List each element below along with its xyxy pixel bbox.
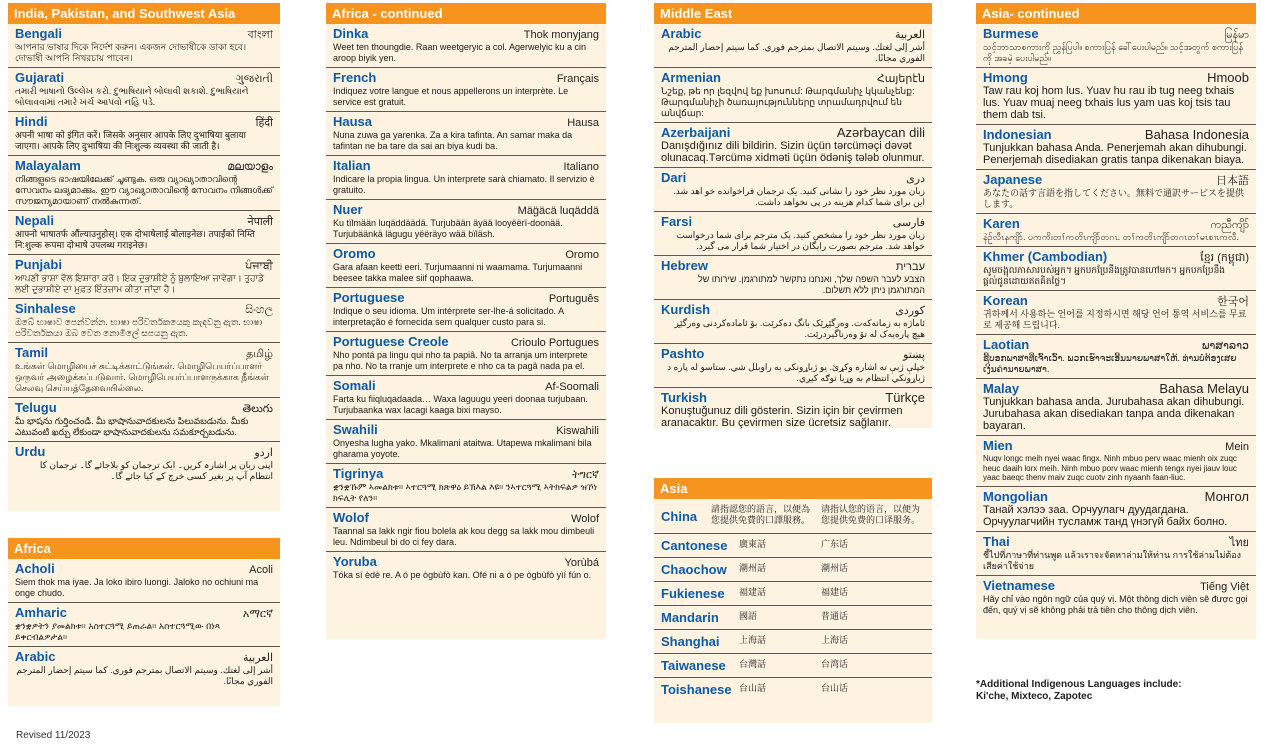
language-entry-nepali bbox=[8, 211, 280, 255]
language-message: നിങ്ങളുടെ ഭാഷയിലേക്ക് ചൂണ്ടുക. ഒരു വ്യാഖ്യാതാവിന്റെ സേവനം ലഭ്യമാക്കും. ഈ വ്യാഖ്യാതാവിന്റെ സേവനം നിങ്ങൾക്ക് സൗജന്യമായാണ് നൽകുന്നത്. bbox=[15, 174, 273, 206]
language-entry-malayalam bbox=[8, 156, 280, 211]
language-entry-italian bbox=[326, 156, 606, 200]
language-message: Onyesha lugha yako. Mkalimani ataitwa. Utapewa mkalimani bila gharama yoyote. bbox=[333, 438, 592, 459]
language-entry-wolof bbox=[326, 508, 606, 552]
language-name: Hmong bbox=[983, 70, 1028, 85]
language-message: Siem thok ma iyae. Ja loko ibiro luongi. Jaloko no ochiuni ma onge chudo. bbox=[15, 577, 259, 598]
language-message: Nuqv longc meih nyei waac fingx. Ninh mbuo perv waac mienh oix zuqc heuc daaih lorx meih. Ninh mbuo porv waac mienh tengx nyei jiauv louc yaac baeqc thenv maiv zuqc cuotv zinh nyaanh faan-liuc. bbox=[983, 454, 1237, 482]
language-entry-khmer-cambodian bbox=[976, 247, 1256, 291]
language-entry-turkish bbox=[654, 388, 932, 432]
language-entry-telugu bbox=[8, 398, 280, 442]
language-message: Hãy chỉ vào ngôn ngữ của quý vị. Một thông dịch viên sẽ được gọi đến, quý vị sẽ không phải trả tiền cho thông dịch viên. bbox=[983, 593, 1248, 615]
language-name: Khmer (Cambodian) bbox=[983, 249, 1108, 264]
language-entry-armenian bbox=[654, 68, 932, 123]
language-native-name: Crioulo Portugues bbox=[510, 337, 599, 349]
africa-entries bbox=[8, 559, 280, 690]
middle-east-header: Middle East bbox=[654, 3, 932, 24]
language-heading-row bbox=[983, 381, 1249, 396]
asia-continued-header: Asia- continued bbox=[976, 3, 1256, 24]
language-heading-row bbox=[15, 444, 273, 460]
language-message: Indicare la propia lingua. Un interprete sarà chiamato. Il servizio è gratuito. bbox=[333, 174, 595, 195]
language-heading-row bbox=[333, 290, 599, 306]
asia-simplified-name: 上海话 bbox=[821, 636, 849, 646]
language-heading-row bbox=[661, 70, 925, 86]
asia-simplified-name: 台山话 bbox=[821, 684, 849, 694]
asia-traditional-name: 台灣話 bbox=[739, 660, 767, 670]
language-native-name: Bahasa Melayu bbox=[1159, 381, 1249, 396]
language-heading-row bbox=[15, 257, 273, 273]
asia-language-name: Fukienese bbox=[661, 586, 725, 601]
language-name: Tigrinya bbox=[333, 466, 384, 481]
language-entry-tamil bbox=[8, 343, 280, 398]
language-native-name: فارسی bbox=[892, 217, 925, 229]
language-name: Thai bbox=[983, 533, 1010, 549]
asia-simplified-name: 广东话 bbox=[821, 540, 849, 550]
asia-card bbox=[654, 478, 932, 723]
language-name: Sinhalese bbox=[15, 301, 76, 316]
language-native-name: Kiswahili bbox=[556, 425, 599, 437]
language-name: Hausa bbox=[333, 114, 373, 129]
language-native-name: 한국어 bbox=[1217, 296, 1249, 308]
language-message: Taw rau koj hom lus. Yuav hu rau ib tug neeg txhais lus. Yuav muaj neeg txhais lus yam uas koj tsis tau them dab tsi. bbox=[983, 85, 1235, 121]
asia-simplified-name: 台湾话 bbox=[821, 660, 849, 670]
language-name: Telugu bbox=[15, 400, 57, 415]
language-entry-arabic bbox=[8, 647, 280, 690]
language-native-name: Af-Soomali bbox=[545, 381, 599, 393]
language-native-name: తెలుగు bbox=[242, 403, 273, 415]
asia-continued-card bbox=[976, 3, 1256, 639]
language-heading-row bbox=[983, 293, 1249, 309]
language-name: Turkish bbox=[661, 390, 707, 405]
language-heading-row bbox=[983, 127, 1249, 142]
language-name: Korean bbox=[983, 293, 1028, 308]
language-name: Indonesian bbox=[983, 127, 1052, 142]
language-entry-oromo bbox=[326, 244, 606, 288]
language-heading-row bbox=[983, 534, 1249, 550]
language-heading-row bbox=[15, 649, 273, 665]
asia-language-name: Toishanese bbox=[661, 682, 732, 697]
language-entry-laotian bbox=[976, 335, 1256, 379]
language-entry-tigrinya bbox=[326, 464, 606, 508]
language-message: ਆਪਣੀ ਭਾਸ਼ਾ ਵੱਲ ਇਸ਼ਾਰਾ ਕਰੋ। ਇਕ ਦੁਭਾਸ਼ੀਏ ਨੂੰ ਬੁਲਾਇਆ ਜਾਵੇਗਾ। ਤੁਹਾਡੇ ਲਈ ਦੁਭਾਸ਼ੀਏ ਦਾ ਮੁਫ਼ਤ ਇੰਤਜ਼ਾਮ ਕੀਤਾ ਜਾਂਦਾ ਹੈ। bbox=[15, 273, 265, 294]
language-heading-row bbox=[333, 158, 599, 174]
language-heading-row bbox=[661, 302, 925, 318]
language-message: နဲဉ်လီၤနကျိာ်. ပကကိးတၢ်ကတိၤကျိာ်တဂၤ. တၢ်ကတိၤကျိာ်တဂၤတၢ်မၤစၢၤကလီ. bbox=[983, 232, 1239, 242]
language-native-name: Հայերէն bbox=[876, 73, 925, 85]
language-message: သင့်ဘာသာစကားကို ညွှန်ပြပါ။ စကားပြန် ခေါ်ပေးပါမည်။ သင့်အတွက် စကားပြန်ကို အခမဲ့ ပေးပါမည်။ bbox=[983, 42, 1244, 63]
africa-card bbox=[8, 538, 280, 706]
language-entry-portuguese bbox=[326, 288, 606, 332]
africa-continued-card bbox=[326, 3, 606, 639]
indigenous-languages-note: *Additional Indigenous Languages include: Ki'che, Mixteco, Zapotec bbox=[976, 679, 1182, 702]
language-message: તમારી ભાષાનો ઉલ્લેખ કરો. દુભાષિયાને બોલાવી શકાશે. દુભાષિયાને બોલાવવામાં તમારે ખર્ચ આપવો નહિ પડે. bbox=[15, 86, 249, 107]
asia-simplified-name: 普通话 bbox=[821, 612, 849, 622]
language-entry-acholi bbox=[8, 559, 280, 603]
language-native-name: 日本語 bbox=[1216, 175, 1249, 187]
india-card bbox=[8, 3, 280, 511]
language-name: Yoruba bbox=[333, 554, 377, 569]
language-native-name: اردو bbox=[254, 447, 273, 459]
language-entry-sinhalese bbox=[8, 299, 280, 343]
language-name: Dari bbox=[661, 170, 687, 185]
language-message: Taannal sa lakk ngir fiou bolela ak kou degg sa lakk mou dimbeuli leu. Ndimbeul bi do ci fey dara. bbox=[333, 526, 595, 547]
language-entry-urdu bbox=[8, 442, 280, 485]
language-native-name: Acoli bbox=[249, 564, 273, 576]
asia-row-chaochow bbox=[654, 558, 932, 582]
language-native-name: Hausa bbox=[567, 117, 599, 129]
language-native-name: العربية bbox=[242, 652, 273, 664]
language-message: Ku tïlmään luqäddäädä. Turjubään äyää looyëërï-doonää. Turjubäänkä lägugu yëëräyo wää bïläsh. bbox=[333, 218, 563, 239]
language-native-name: नेपाली bbox=[247, 216, 273, 228]
language-heading-row bbox=[333, 202, 599, 218]
language-entry-hebrew bbox=[654, 256, 932, 300]
language-name: Karen bbox=[983, 216, 1020, 231]
language-heading-row bbox=[333, 70, 599, 86]
language-entry-arabic bbox=[654, 24, 932, 68]
language-heading-row bbox=[333, 466, 599, 482]
asia-language-name: Shanghai bbox=[661, 634, 720, 649]
language-name: Bengali bbox=[15, 26, 62, 41]
language-name: Somali bbox=[333, 378, 376, 393]
language-entry-swahili bbox=[326, 420, 606, 464]
language-name: Italian bbox=[333, 158, 371, 173]
language-entry-hmong bbox=[976, 68, 1256, 125]
language-name: Kurdish bbox=[661, 302, 711, 317]
asia-continued-entries bbox=[976, 24, 1256, 619]
language-name: Nepali bbox=[15, 213, 55, 228]
language-entry-french bbox=[326, 68, 606, 112]
language-entry-farsi bbox=[654, 212, 932, 256]
language-native-name: ພາສາລາວ bbox=[1201, 340, 1249, 352]
language-message: Танай хэлээ заа. Орчуулагч дуудагдана. Орчуулагчийн тусламж танд үнэгүй байх болно. bbox=[983, 503, 1228, 528]
asia-traditional-name: 國語 bbox=[739, 612, 758, 622]
language-name: Gujarati bbox=[15, 70, 65, 85]
language-heading-row bbox=[15, 301, 273, 317]
language-heading-row bbox=[983, 26, 1249, 42]
language-message: خپلې ژبې ته اشاره وکړئ. یو ژباړونکی به راوبلل شي. ستاسو له پاره د ژباړونکي انتظام به وړیا توګه کیږي. bbox=[667, 362, 925, 383]
language-native-name: Português bbox=[548, 293, 599, 305]
language-name: Farsi bbox=[661, 214, 693, 229]
language-heading-row bbox=[15, 345, 273, 361]
language-native-name: አማርኛ bbox=[242, 608, 273, 620]
language-name: Arabic bbox=[15, 649, 56, 664]
language-heading-row bbox=[983, 249, 1249, 265]
language-heading-row bbox=[333, 334, 599, 350]
language-native-name: Bahasa Indonesia bbox=[1144, 127, 1249, 142]
language-message: আপনার ভাষার দিকে নির্দেশ করুন। একজন দোভাষীকে ডাকা হবে। দোভাষী আপনি নিখরচায় পাবেন। bbox=[15, 42, 247, 63]
language-heading-row bbox=[333, 422, 599, 438]
asia-language-name: Chaochow bbox=[661, 562, 727, 577]
language-native-name: Tiếng Việt bbox=[1200, 580, 1249, 593]
language-native-name: ខ្មែរ (កម្ពុជា) bbox=[1200, 252, 1249, 264]
language-message: Tunjukkan bahasa anda. Jurubahasa akan dihubungi. Jurubahasa akan disediakan tanpa anda dikenakan bayaran. bbox=[983, 396, 1245, 432]
language-message: Նշեք, թե որ լեզվով եք խոսում: Թարգմանիչ կկանչենք: Թարգմանիչի ծառայությունները տրամադրվում են անվճար: bbox=[661, 86, 915, 118]
language-native-name: Wolof bbox=[571, 513, 599, 525]
language-entry-indonesian bbox=[976, 125, 1256, 170]
middle-east-entries bbox=[654, 24, 932, 432]
language-name: Portuguese Creole bbox=[333, 334, 449, 349]
language-message: أشر إلى لغتك. وسيتم الاتصال بمترجم فوري. كما سيتم إحضار المترجم الفوري مجانًا. bbox=[16, 665, 273, 686]
india-entries bbox=[8, 24, 280, 485]
language-entry-bengali bbox=[8, 24, 280, 68]
language-entry-kurdish bbox=[654, 300, 932, 344]
language-heading-row bbox=[15, 605, 273, 621]
language-name: Vietnamese bbox=[983, 577, 1056, 593]
language-name: Acholi bbox=[15, 561, 55, 576]
language-name: Malayalam bbox=[15, 158, 81, 173]
language-message: Konuştuğunuz dili gösterin. Sizin için bir çevirmen aranacaktır. Bu çevirmen size ücretsiz sağlanır. bbox=[661, 405, 903, 429]
language-message: زبان مورد نظر خود را نشانی کنید. یک ترجمان فراخوانده خو اهد شد. این برای شما کدام هزینه در پی نخواهد داشت. bbox=[673, 186, 925, 207]
language-message: ئاماژە بە زمانەکەت. وەرگێڕێک بانگ دەکرێت. بۆ ئامادەکردنی وەرگێڕ هیچ پارەیەک لە تۆ وەرناگیردرێت. bbox=[674, 318, 925, 339]
language-native-name: دری bbox=[906, 173, 925, 185]
language-message: Nuna zuwa ga yarenka. Za a kira tafinta. An samar maka da tafintan ne ba tare da sai an biya kudi ba. bbox=[333, 130, 573, 151]
language-native-name: Türkçe bbox=[885, 390, 925, 405]
language-message: Indique o seu idioma. Um intérprete ser-lhe-á solicitado. A interpretação é fornecida sem qualquer custo para si. bbox=[333, 306, 564, 327]
language-name: Japanese bbox=[983, 172, 1043, 187]
language-heading-row bbox=[333, 246, 599, 262]
asia-row-taiwanese bbox=[654, 654, 932, 678]
language-message: Danışdığınız dili bildirin. Sizin üçün tərcüməçi dəvət olunacaq.Tərcümə xidməti üçün ödəniş tələb olunmur. bbox=[661, 140, 925, 164]
language-name: French bbox=[333, 70, 377, 85]
asia-traditional-name: 上海話 bbox=[739, 636, 767, 646]
language-native-name: தமிழ் bbox=[246, 348, 273, 360]
language-name: Malay bbox=[983, 381, 1020, 396]
language-entry-hindi bbox=[8, 112, 280, 156]
asia-row-mandarin bbox=[654, 606, 932, 630]
language-entry-mongolian bbox=[976, 487, 1256, 532]
asia-rows bbox=[654, 534, 932, 701]
language-message: आफ्नो भाषातर्फ औंल्याउनुहोस्। एक दोभाषेलाई बोलाइनेछ। तपाईंको निम्ति नि:शुल्क रूपमा दोभाषे उपलब्ध गराइनेछ। bbox=[15, 229, 255, 250]
language-heading-row bbox=[661, 346, 925, 362]
language-name: Urdu bbox=[15, 444, 46, 459]
language-message: ቋንቋኹም ኣመልክቱ። ኣተርጓሚ ክጽዋዕ ይኽእል እዩ። ንኣተርጓሚ ኣትክፍልዎ ዝኾነ ክፍሊት የለን። bbox=[333, 482, 598, 503]
language-heading-row bbox=[983, 578, 1249, 594]
language-message: Nho pontá pa lingu qui nho ta papiâ. No ta arranja um interprete pa nho. No ta rranje um interprete e nho ca ta pagâ nada pa el. bbox=[333, 350, 588, 371]
language-name: Arabic bbox=[661, 26, 702, 41]
language-heading-row bbox=[333, 26, 599, 42]
language-entry-gujarati bbox=[8, 68, 280, 112]
asia-traditional-name: 台山話 bbox=[739, 684, 767, 694]
language-heading-row bbox=[983, 438, 1249, 454]
language-name: Pashto bbox=[661, 346, 705, 361]
asia-language-name: Mandarin bbox=[661, 610, 719, 625]
language-name: Mongolian bbox=[983, 488, 1048, 504]
language-native-name: Mein bbox=[1225, 441, 1249, 453]
language-entry-yoruba bbox=[326, 552, 606, 584]
language-message: សូមចង្អុលភាសារបស់អ្នក។ អ្នកបកប្រែនឹងត្រូវបានហៅមក។ អ្នកបកប្រែនឹងផ្ដល់ជូនដោយឥតគិតថ្លៃ។ bbox=[983, 265, 1225, 286]
language-native-name: Yorùbá bbox=[564, 557, 599, 569]
language-native-name: کوردی bbox=[895, 305, 925, 317]
asia-traditional-name: 廣東話 bbox=[739, 540, 767, 550]
language-entry-karen bbox=[976, 214, 1256, 247]
language-name: Punjabi bbox=[15, 257, 62, 272]
language-heading-row bbox=[661, 214, 925, 230]
language-heading-row bbox=[333, 554, 599, 570]
language-entry-punjabi bbox=[8, 255, 280, 299]
asia-row-toishanese bbox=[654, 678, 932, 701]
language-native-name: ਪੰਜਾਬੀ bbox=[245, 260, 273, 272]
language-name: Tamil bbox=[15, 345, 48, 360]
language-message: Farta ku fiiqluqadaada… Waxa laguugu yeeri doonaa turjubaan. Turjubaanka wax lacagi kaaga bixi mayso. bbox=[333, 394, 588, 415]
language-native-name: Thok monyjang bbox=[523, 29, 599, 41]
language-message: زبان مورد نظر خود را مشخص کنید. یک مترجم برای شما درخواست خواهد شد. مترجم بصورت رایگان در اختیار شما قرار می گیرد. bbox=[676, 230, 925, 251]
language-native-name: العربية bbox=[894, 29, 925, 41]
language-message: اپنی زبان پر اشارہ کریں۔ ایک ترجمان کو بلاجائے گا۔ ترجمان کا انتظام آپ پر بغیر کسی خرچ کے کیا جائے گا۔ bbox=[39, 460, 273, 481]
india-card-header: India, Pakistan, and Southwest Asia bbox=[8, 3, 280, 24]
language-heading-row bbox=[15, 213, 273, 229]
language-heading-row bbox=[333, 378, 599, 394]
language-entry-korean bbox=[976, 291, 1256, 335]
asia-row-fukienese bbox=[654, 582, 932, 606]
language-native-name: Hmoob bbox=[1207, 70, 1249, 85]
language-message: הצבע לעבר השפה שלך, ואנחנו נתקשר למתורגמן. שירותו של המתורגמן ניתן ללא תשלום. bbox=[697, 274, 925, 295]
language-entry-mien bbox=[976, 436, 1256, 487]
language-message: ชี้ไปที่ภาษาที่ท่านพูด แล้วเราจะจัดหาล่ามให้ท่าน การใช้ล่ามไม่ต้องเสียค่าใช้จ่าย bbox=[983, 549, 1242, 571]
language-heading-row bbox=[15, 70, 273, 86]
language-heading-row bbox=[661, 26, 925, 42]
language-name: Burmese bbox=[983, 26, 1039, 41]
language-message: あなたの話す言語を指してください。無料で通訳サービスを提供します。 bbox=[983, 188, 1245, 209]
language-name: Armenian bbox=[661, 70, 721, 85]
china-simplified: 请指认您的语言，以便为您提供免费的口译服务。 bbox=[821, 505, 921, 526]
language-heading-row bbox=[15, 158, 273, 174]
language-name: Swahili bbox=[333, 422, 378, 437]
language-name: Amharic bbox=[15, 605, 68, 620]
africa-card-header: Africa bbox=[8, 538, 280, 559]
asia-simplified-name: 福建话 bbox=[821, 588, 849, 598]
revised-date: Revised 11/2023 bbox=[16, 730, 91, 741]
language-heading-row bbox=[15, 114, 273, 130]
language-heading-row bbox=[15, 561, 273, 577]
language-entry-nuer bbox=[326, 200, 606, 244]
language-message: Tóka sí èdè re. A ó pe ògbùfò kan. Ofé ni a ó pe ògbùfò yìí fún o. bbox=[333, 570, 592, 580]
language-native-name: සිංහල bbox=[245, 304, 273, 316]
language-entry-somali bbox=[326, 376, 606, 420]
asia-language-name: Cantonese bbox=[661, 538, 728, 553]
language-name: Nuer bbox=[333, 202, 363, 217]
language-name: Hebrew bbox=[661, 258, 708, 273]
language-message: Gara afaan keetti eeri. Turjumaanni ni waamama. Turjumaanni beesee takka malee siif qophaawa. bbox=[333, 262, 583, 283]
language-native-name: پښتو bbox=[903, 349, 925, 361]
language-heading-row bbox=[983, 216, 1249, 232]
language-name: Dinka bbox=[333, 26, 369, 41]
language-native-name: Italiano bbox=[563, 161, 599, 173]
asia-row-shanghai bbox=[654, 630, 932, 654]
china-name: China bbox=[661, 508, 698, 524]
asia-traditional-name: 潮州話 bbox=[739, 564, 767, 574]
language-entry-japanese bbox=[976, 170, 1256, 214]
language-heading-row bbox=[15, 26, 273, 42]
language-heading-row bbox=[983, 70, 1249, 85]
language-native-name: Azərbaycan dili bbox=[836, 125, 925, 140]
language-entry-dinka bbox=[326, 24, 606, 68]
language-entry-azerbaijani bbox=[654, 123, 932, 168]
asia-row-cantonese bbox=[654, 534, 932, 558]
language-heading-row bbox=[661, 390, 925, 405]
language-message: Tunjukkan bahasa Anda. Penerjemah akan dihubungi. Penerjemah disediakan gratis tanpa dikenakan biaya. bbox=[983, 142, 1247, 166]
language-native-name: မြန်မာ bbox=[1224, 29, 1249, 41]
language-native-name: ગુજરાતી bbox=[235, 73, 273, 85]
language-message: ඔබේ භාෂාව පෙන්වන්න. භාෂා පරිවර්තකයෙකු කැඳවනු ඇත. භාෂා පරිවර්තකයා ඔබ වෙත නොමිලේ සපයනු ඇත. bbox=[15, 317, 263, 338]
asia-traditional-name: 福建話 bbox=[739, 588, 767, 598]
language-native-name: മലയാളം bbox=[227, 161, 273, 173]
language-name: Hindi bbox=[15, 114, 48, 129]
language-entry-malay bbox=[976, 379, 1256, 436]
asia-simplified-name: 潮州话 bbox=[821, 564, 849, 574]
language-native-name: ትግርኛ bbox=[572, 469, 599, 481]
language-message: உங்கள் மொழியைச் சுட்டிக்காட்டுங்கள். மொழிபெயர்ப்பாளர் ஒருவர் அழைக்கப்படுவார். மொழிபெயர்ப்பாளருக்காக நீங்கள் செலவு செய்யத்தேவையில்லை. bbox=[15, 361, 269, 393]
language-heading-row bbox=[661, 258, 925, 274]
asia-language-name: Taiwanese bbox=[661, 658, 726, 673]
language-entry-hausa bbox=[326, 112, 606, 156]
asia-header: Asia bbox=[654, 478, 932, 499]
language-native-name: हिंदी bbox=[255, 117, 273, 129]
language-message: ຊີ້ບອກພາສາທີ່ເຈົ້າເວົ້າ. ພວກເຮົາຈະເອີ້ນນາຍພາສາໃຫ້. ທ່ານບໍ່ຕ້ອງເສຍເງິນຄ່ານາຍພາສາ. bbox=[983, 353, 1237, 374]
language-name: Oromo bbox=[333, 246, 376, 261]
language-message: Weet ten thoungdie. Raan weetgeryic a col. Agerwelyic ku a cin aroop biyik yen. bbox=[333, 42, 586, 63]
language-entry-burmese bbox=[976, 24, 1256, 68]
china-row bbox=[654, 499, 932, 534]
africa-continued-entries bbox=[326, 24, 606, 584]
language-heading-row bbox=[983, 489, 1249, 504]
language-native-name: Oromo bbox=[565, 249, 599, 261]
language-native-name: ကညီကျိာ် bbox=[1210, 219, 1249, 231]
language-message: ቋንቋዎትን ያመልክቱ። አስተርጓሚ ይጠራል። አስተርጓሚው በነጻ ይቀርብልዎታል። bbox=[15, 621, 221, 642]
language-heading-row bbox=[983, 337, 1249, 353]
language-entry-vietnamese bbox=[976, 576, 1256, 619]
language-heading-row bbox=[983, 172, 1249, 188]
language-entry-pashto bbox=[654, 344, 932, 388]
language-native-name: ไทย bbox=[1229, 536, 1249, 549]
language-native-name: Français bbox=[556, 73, 599, 85]
language-heading-row bbox=[661, 170, 925, 186]
language-message: 귀하께서 사용하는 언어를 지정하시면 해당 언어 통역 서비스를 무료로 제공해 드립니다. bbox=[983, 309, 1247, 330]
language-heading-row bbox=[15, 400, 273, 416]
africa-continued-header: Africa - continued bbox=[326, 3, 606, 24]
language-native-name: עברית bbox=[895, 261, 925, 273]
language-heading-row bbox=[333, 114, 599, 130]
language-native-name: Монгол bbox=[1204, 488, 1249, 504]
language-name: Laotian bbox=[983, 337, 1030, 352]
language-name: Portuguese bbox=[333, 290, 405, 305]
language-message: أشر إلى لغتك. وسيتم الاتصال بمترجم فوري. كما سيتم إحضار المترجم الفوري مجانًا. bbox=[668, 42, 925, 63]
language-message: Indiquez votre langue et nous appellerons un interprète. Le service est gratuit. bbox=[333, 86, 569, 107]
language-name: Azerbaijani bbox=[661, 125, 731, 140]
china-traditional: 請指認您的語言，以便為您提供免費的口譯服務。 bbox=[711, 505, 811, 526]
language-entry-dari bbox=[654, 168, 932, 212]
language-heading-row bbox=[333, 510, 599, 526]
language-message: మీ భాషను గుర్తించండి. మీ భాషానువాదకులను పిలువబడును. మీకు ఎటువంటి ఖర్చు లేకుండా భాషానువాదకులను సమకూర్చబడును. bbox=[15, 416, 249, 437]
language-entry-portuguese-creole bbox=[326, 332, 606, 376]
language-name: Mien bbox=[983, 438, 1013, 453]
language-name: Wolof bbox=[333, 510, 369, 525]
language-entry-thai bbox=[976, 532, 1256, 576]
language-native-name: Mäg̈äcä luqäddä bbox=[517, 205, 599, 217]
language-entry-amharic bbox=[8, 603, 280, 647]
middle-east-card bbox=[654, 3, 932, 428]
language-heading-row bbox=[661, 125, 925, 140]
language-message: अपनी भाषा को इंगित करें। जिसके अनुसार आपके लिए दुभाषिया बुलाया जाएगा। आपके लिए दुभाषिया की निःशुल्क व्यवस्था की जाती है। bbox=[15, 130, 246, 151]
language-native-name: বাংলা bbox=[247, 29, 273, 41]
